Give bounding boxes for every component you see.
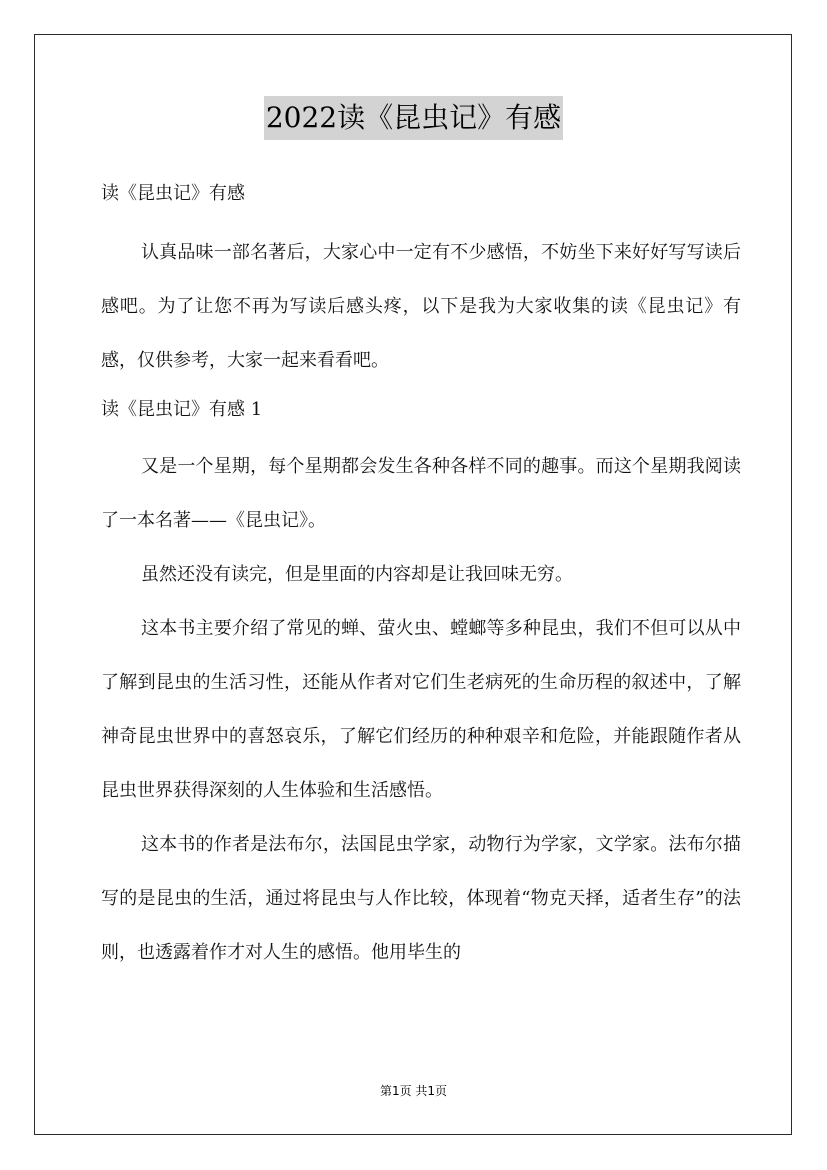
- body-paragraph-1: 又是一个星期，每个星期都会发生各种各样不同的趣事。而这个星期我阅读了一本名著——《昆虫记》。: [101, 456, 741, 531]
- title-container: [0, 96, 827, 140]
- body-paragraph-4: 这本书的作者是法布尔，法国昆虫学家，动物行为学家，文学家。法布尔描写的是昆虫的生活，通过将昆虫与人作比较，体现着“物克天择，适者生存”的法则，也透露着作才对人生的感悟。他用毕生的: [101, 834, 741, 963]
- document-title: 2022读《昆虫记》有感: [264, 96, 563, 140]
- document-body: [101, 172, 741, 980]
- section-heading: 读《昆虫记》有感 1: [101, 399, 263, 420]
- document-subtitle: 读《昆虫记》有感: [101, 183, 245, 204]
- intro-paragraph: 认真品味一部名著后，大家心中一定有不少感悟，不妨坐下来好好写写读后感吧。为了让您不再为写读后感头疼，以下是我为大家收集的读《昆虫记》有感，仅供参考，大家一起来看看吧。: [101, 242, 741, 371]
- page-footer: 第1页 共1页: [379, 1084, 448, 1098]
- body-paragraph-2: 虽然还没有读完，但是里面的内容却是让我回味无穷。: [141, 564, 573, 585]
- body-paragraph-3: 这本书主要介绍了常见的蝉、萤火虫、螳螂等多种昆虫，我们不但可以从中了解到昆虫的生活习性，还能从作者对它们生老病死的生命历程的叙述中，了解神奇昆虫世界中的喜怒哀乐，了解它们经历的种种艰辛和危险，并能跟随作者从昆虫世界获得深刻的人生体验和生活感悟。: [101, 618, 741, 801]
